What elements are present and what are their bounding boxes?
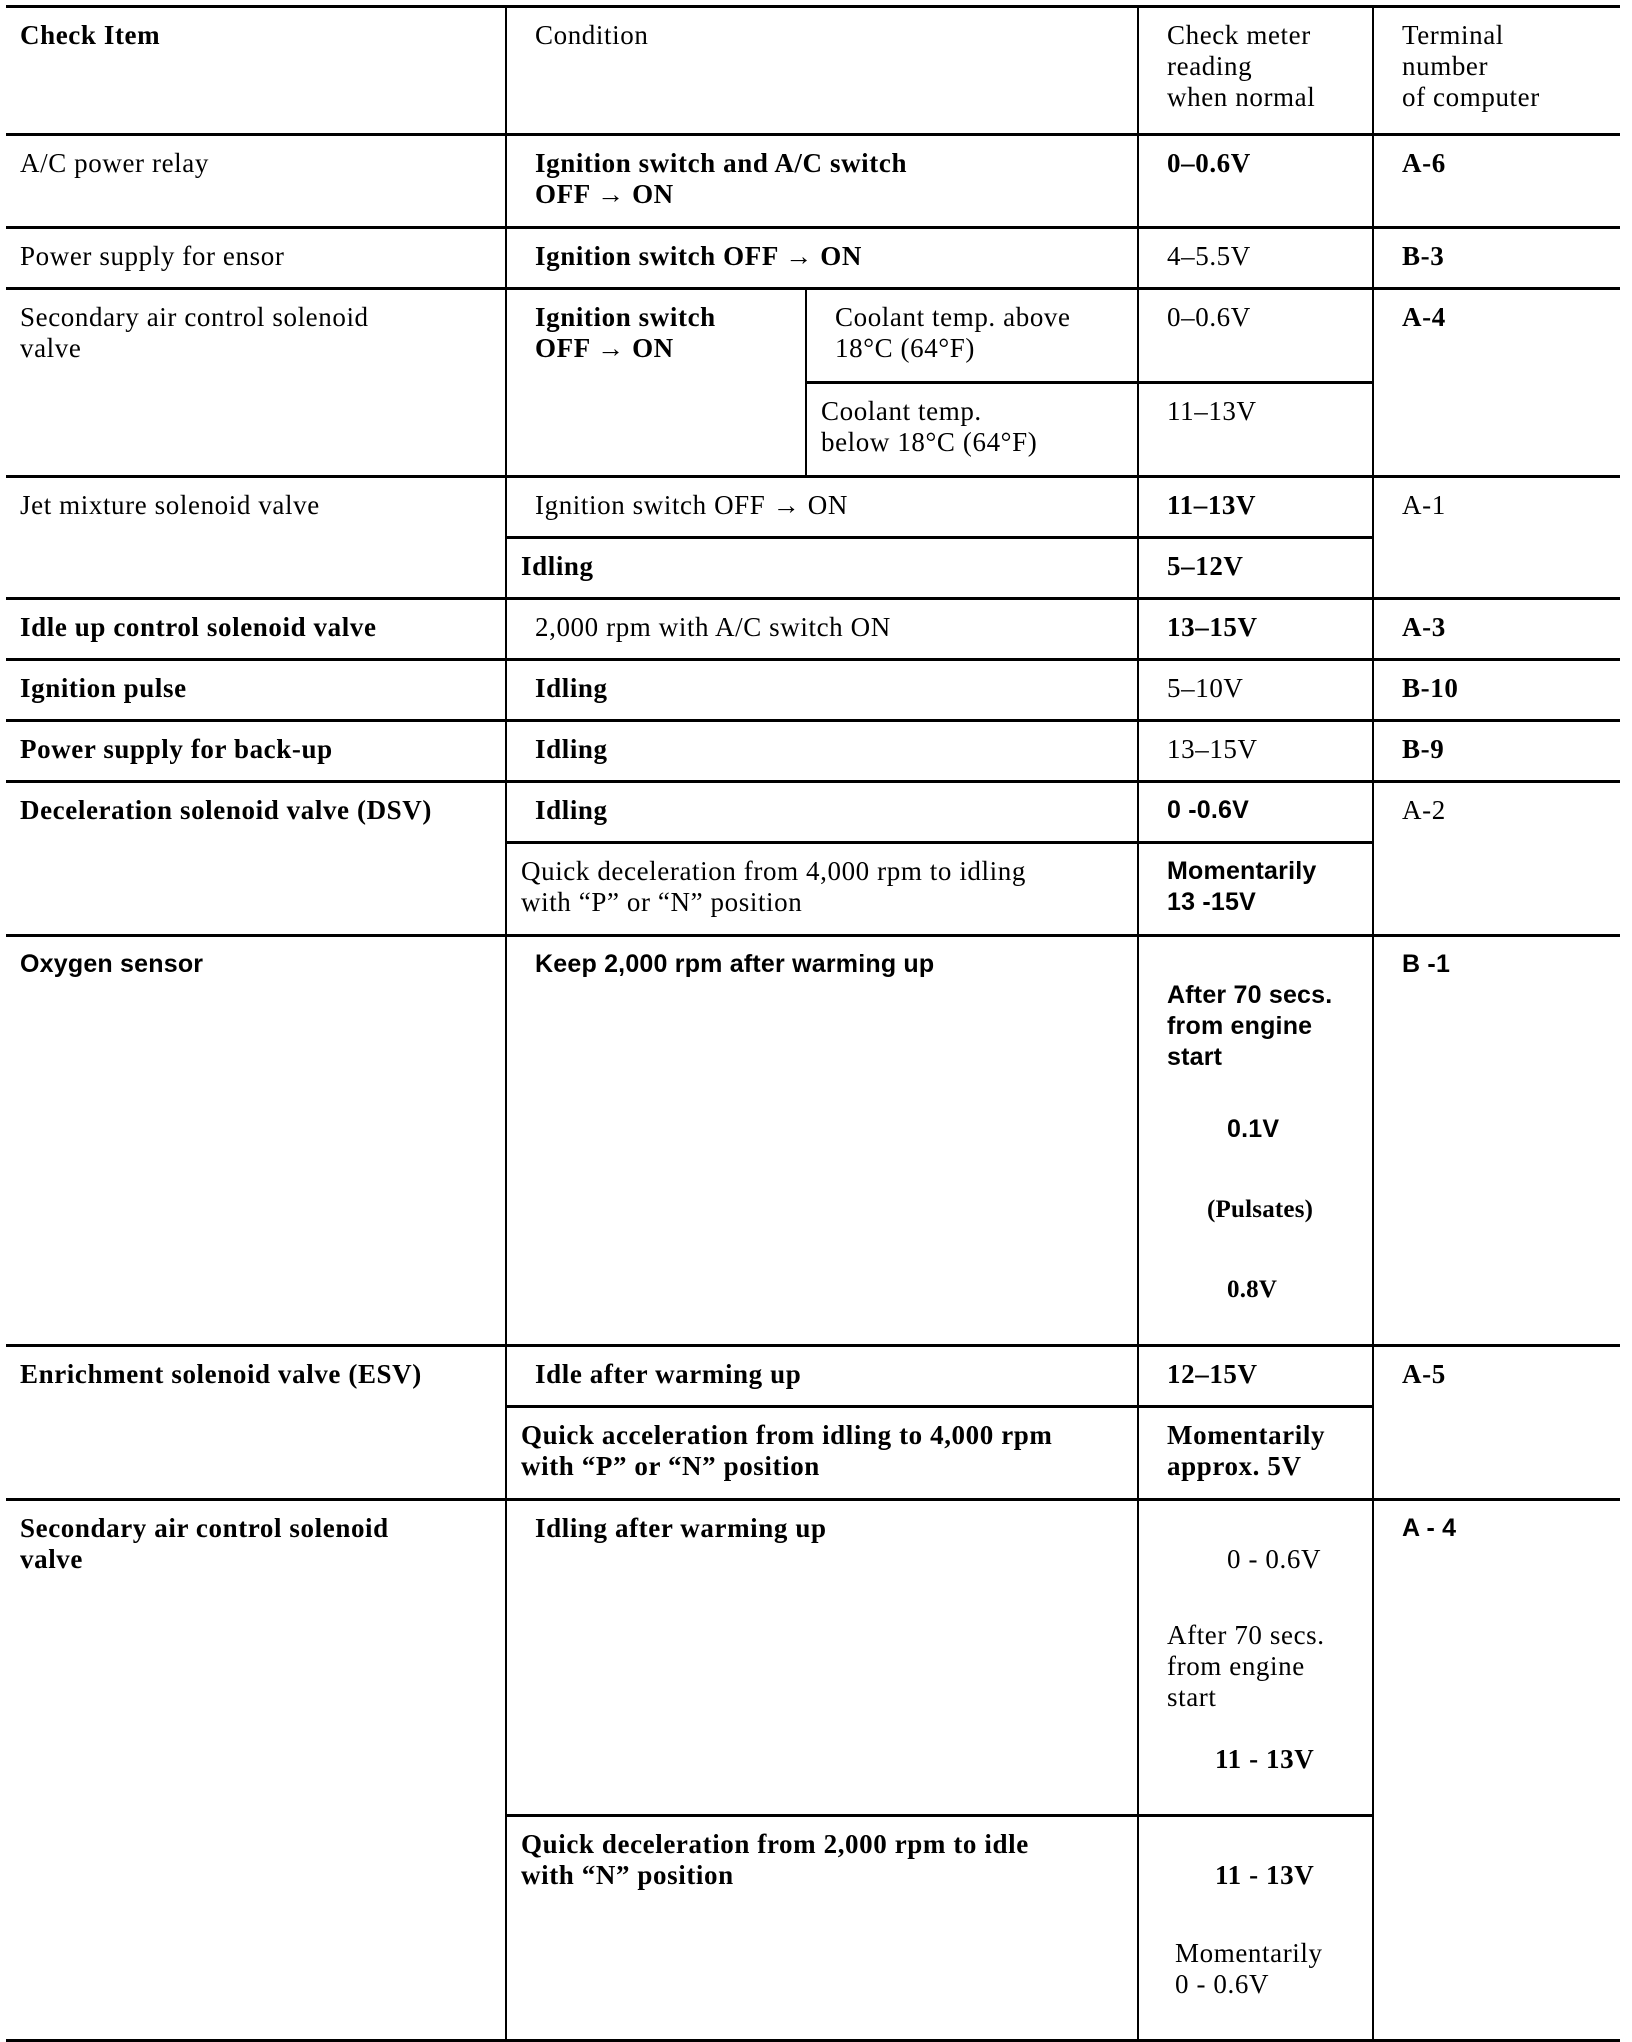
row-reading: 5–12V <box>1138 538 1373 599</box>
row-condition: Quick deceleration from 4,000 rpm to idling with “P” or “N” position <box>506 843 1138 936</box>
table-row <box>6 289 1620 383</box>
table-row <box>6 599 1620 660</box>
row-terminal: A-2 <box>1373 782 1620 936</box>
header-reading: Check meter reading when normal <box>1138 7 1373 135</box>
reading-line: After 70 secs. from engine start <box>1167 981 1333 1071</box>
table-row <box>6 477 1620 538</box>
row-condition: 2,000 rpm with A/C switch ON <box>506 599 1138 660</box>
row-item: Ignition pulse <box>6 660 506 721</box>
row-reading: 4–5.5V <box>1138 228 1373 289</box>
row-condition: Keep 2,000 rpm after warming up <box>506 936 1138 1346</box>
row-item: Jet mixture solenoid valve <box>6 477 506 599</box>
row-reading: 0–0.6V <box>1138 135 1373 228</box>
row-terminal: B-3 <box>1373 228 1620 289</box>
row-reading <box>1138 936 1373 1346</box>
header-terminal: Terminal number of computer <box>1373 7 1620 135</box>
row-condition: Idling <box>506 538 1138 599</box>
row-terminal: A-6 <box>1373 135 1620 228</box>
row-reading: 12–15V <box>1138 1346 1373 1407</box>
row-condition: Ignition switch OFF → ON <box>506 228 1138 289</box>
header-check-item: Check Item <box>6 7 506 135</box>
row-terminal: A-5 <box>1373 1346 1620 1500</box>
reading-line: 11 - 13V <box>1215 1744 1315 1774</box>
row-reading <box>1138 1500 1373 1816</box>
row-reading: 5–10V <box>1138 660 1373 721</box>
row-item: Enrichment solenoid valve (ESV) <box>6 1346 506 1500</box>
row-item: Secondary air control solenoid valve <box>6 289 506 477</box>
row-reading: Momentarily approx. 5V <box>1138 1407 1373 1500</box>
table-header-row <box>6 7 1620 135</box>
row-item: Idle up control solenoid valve <box>6 599 506 660</box>
row-reading: Momentarily 13 -15V <box>1138 843 1373 936</box>
row-condition: Ignition switch OFF → ON <box>506 477 1138 538</box>
reading-line: 0.1V <box>1227 1115 1280 1143</box>
row-terminal: B-9 <box>1373 721 1620 782</box>
reading-line: (Pulsates) <box>1207 1196 1314 1223</box>
table-row <box>6 228 1620 289</box>
row-condition: Idling <box>506 782 1138 843</box>
row-condition: Idling <box>506 660 1138 721</box>
row-terminal: B -1 <box>1373 936 1620 1346</box>
row-subcondition: Coolant temp. below 18°C (64°F) <box>806 383 1138 477</box>
row-item: Deceleration solenoid valve (DSV) <box>6 782 506 936</box>
row-reading: 13–15V <box>1138 721 1373 782</box>
row-item: Power supply for ensor <box>6 228 506 289</box>
row-condition: Idling <box>506 721 1138 782</box>
row-item: Secondary air control solenoid valve <box>6 1500 506 2041</box>
table-row <box>6 721 1620 782</box>
reading-line: 0 - 0.6V <box>1227 1544 1322 1574</box>
check-table <box>6 5 1620 2042</box>
row-condition: Ignition switch OFF → ON <box>506 289 806 477</box>
reading-line: 11 - 13V <box>1215 1860 1315 1890</box>
table-row <box>6 936 1620 1346</box>
table-row <box>6 1346 1620 1407</box>
header-condition: Condition <box>506 7 1138 135</box>
row-reading: 13–15V <box>1138 599 1373 660</box>
row-item: Oxygen sensor <box>6 936 506 1346</box>
row-reading: 0–0.6V <box>1138 289 1373 383</box>
row-subcondition: Coolant temp. above 18°C (64°F) <box>806 289 1138 383</box>
table-row <box>6 135 1620 228</box>
row-reading: 0 -0.6V <box>1138 782 1373 843</box>
row-reading <box>1138 1816 1373 2041</box>
row-condition: Quick acceleration from idling to 4,000 rpm with “P” or “N” position <box>506 1407 1138 1500</box>
reading-line: 0.8V <box>1227 1276 1278 1303</box>
row-terminal: A-3 <box>1373 599 1620 660</box>
table-row <box>6 1500 1620 1816</box>
table-row <box>6 660 1620 721</box>
row-condition: Ignition switch and A/C switch OFF → ON <box>506 135 1138 228</box>
row-condition: Idle after warming up <box>506 1346 1138 1407</box>
row-terminal: A - 4 <box>1373 1500 1620 2041</box>
row-condition: Quick deceleration from 2,000 rpm to idle with “N” position <box>506 1816 1138 2041</box>
reading-line: Momentarily 0 - 0.6V <box>1175 1938 1323 1999</box>
reading-line: After 70 secs. from engine start <box>1167 1620 1325 1712</box>
row-item: A/C power relay <box>6 135 506 228</box>
row-terminal: A-1 <box>1373 477 1620 599</box>
row-item: Power supply for back-up <box>6 721 506 782</box>
row-condition: Idling after warming up <box>506 1500 1138 1816</box>
row-terminal: B-10 <box>1373 660 1620 721</box>
table-row <box>6 782 1620 843</box>
row-reading: 11–13V <box>1138 477 1373 538</box>
row-reading: 11–13V <box>1138 383 1373 477</box>
row-terminal: A-4 <box>1373 289 1620 477</box>
